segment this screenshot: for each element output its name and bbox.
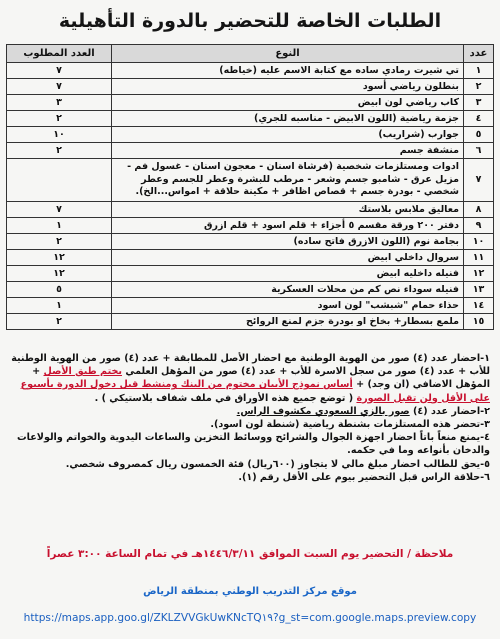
row-item: ادوات ومستلزمات شخصية (فرشاة اسنان - معجون اسنان - غسول فم - مزيل عرق - شامبو جسم وشعر - مرطب للبشرة وعطر للجسم وعطر شخصي - بودرة جسم + قصاص اظافر + مكينة حلاقة + امواس...الخ). xyxy=(112,159,464,202)
row-num: ٣ xyxy=(464,95,494,111)
row-qty: ١ xyxy=(7,297,112,313)
row-qty: ٢ xyxy=(7,111,112,127)
row-item: بجامة نوم (اللون الازرق فاتح ساده) xyxy=(112,233,464,249)
row-num: ١ xyxy=(464,63,494,79)
location-map-link[interactable]: https://maps.app.goo.gl/ZKLZVVGkUwKNcTQ١٩?g_st=com.google.maps.preview.copy xyxy=(23,612,477,624)
row-qty: ١ xyxy=(7,217,112,233)
row-item: دفتر ٢٠٠ ورقة مقسم ٥ أجزاء + قلم اسود + قلم ازرق xyxy=(112,217,464,233)
page-title: الطلبات الخاصة للتحضير بالدورة التأهيلية xyxy=(58,10,442,32)
row-item: بنطلون رياضي أسود xyxy=(112,79,464,95)
row-item: ملمع بسطار+ بخاخ او بودرة جزم لمنع الروائح xyxy=(112,313,464,329)
row-item: جزمة رياضية (اللون الابيض - مناسبه للجري) xyxy=(112,111,464,127)
row-num: ١٤ xyxy=(464,297,494,313)
row-qty: ٧ xyxy=(7,79,112,95)
row-qty xyxy=(7,159,112,202)
row-num: ١٣ xyxy=(464,281,494,297)
row-qty: ٥ xyxy=(7,281,112,297)
instructions-notes xyxy=(10,352,490,484)
table-row xyxy=(7,79,494,95)
header-num: عدد xyxy=(464,45,494,63)
note-1-folder: ( توضع جميع هذه الأوراق في ملف شفاف بلاستيكي ) . xyxy=(94,392,354,404)
row-num: ٤ xyxy=(464,111,494,127)
row-qty: ١٠ xyxy=(7,127,112,143)
note-4: ٤-يمنع منعاً باتاً احضار اجهزة الجوال والشرائح ووسائط التخزين والساعات اليدوية والخواتم والولاعات والدخان بأنواعه وما في حكمه. xyxy=(17,432,490,457)
row-qty: ١٢ xyxy=(7,249,112,265)
row-item: منشفة جسم xyxy=(112,143,464,159)
note-1-bank-form: أساس نموذج الأبيان مختوم من البنك ومنشط قبل دخول الدورة بأسبوع على الأقل ولن تقبل الصورة xyxy=(20,379,490,404)
row-item: جوارب (شراريب) xyxy=(112,127,464,143)
row-num: ٦ xyxy=(464,143,494,159)
row-qty: ٣ xyxy=(7,95,112,111)
row-qty: ٢ xyxy=(7,313,112,329)
row-num: ٢ xyxy=(464,79,494,95)
header-qty: العدد المطلوب xyxy=(7,45,112,63)
table-row xyxy=(7,297,494,313)
note-3: ٣-تحضر هذه المستلزمات بشنطة رياضية (شنطة لون اسود). xyxy=(210,419,490,431)
table-row xyxy=(7,281,494,297)
row-qty: ٢ xyxy=(7,143,112,159)
table-row xyxy=(7,233,494,249)
table-row xyxy=(7,217,494,233)
row-num: ٧ xyxy=(464,159,494,202)
table-row xyxy=(7,159,494,202)
table-row xyxy=(7,265,494,281)
note-2-text: ٢-احضار عدد (٤) xyxy=(413,405,490,417)
attendance-remark: ملاحظة / التحضير يوم السبت الموافق ١٤٤٦/٣/١١هـ في تمام الساعة ٣:٠٠ عصراً xyxy=(46,548,454,560)
table-row xyxy=(7,143,494,159)
note-1-stamp-text: بختم طبق الأصل xyxy=(43,366,123,378)
note-1 xyxy=(10,352,490,405)
row-qty: ٢ xyxy=(7,233,112,249)
row-item: معاليق ملابس بلاستك xyxy=(112,201,464,217)
row-num: ١٠ xyxy=(464,233,494,249)
row-num: ٥ xyxy=(464,127,494,143)
requirements-table xyxy=(6,44,494,330)
row-num: ١٢ xyxy=(464,265,494,281)
row-num: ٨ xyxy=(464,201,494,217)
header-item: النوع xyxy=(112,45,464,63)
note-5: ٥-يحق للطالب احضار مبلغ مالي لا يتجاوز (٦٠٠ريال) فئة الخمسون ريال كمصروف شخصي. xyxy=(65,458,490,470)
note-2 xyxy=(10,405,490,418)
note-1-text: ١-احضار عدد (٤) صور من الهوية الوطنية مع احضار الأصل للمطابقة + عدد (٤) صور من الهوية الوطنية للأب + عدد (٤) صور من سجل الاسرة للأب + عدد (٤) صور من المؤهل العلمي xyxy=(11,353,490,378)
table-row xyxy=(7,313,494,329)
row-item: حذاء حمام "شبشب" لون اسود xyxy=(112,297,464,313)
row-item: تي شيرت رمادي ساده مع كتابة الاسم عليه (خياطه) xyxy=(112,63,464,79)
table-header-row xyxy=(7,45,494,63)
row-qty: ٧ xyxy=(7,201,112,217)
row-item: كاب رياضي لون ابيض xyxy=(112,95,464,111)
table-row xyxy=(7,249,494,265)
row-num: ٩ xyxy=(464,217,494,233)
row-qty: ٧ xyxy=(7,63,112,79)
table-row xyxy=(7,95,494,111)
location-label: موقع مركز التدريب الوطني بمنطقة الرياض xyxy=(143,586,357,597)
table-row xyxy=(7,63,494,79)
row-num: ١٥ xyxy=(464,313,494,329)
row-item: فنيله داخليه ابيض xyxy=(112,265,464,281)
note-6: ٦-حلاقة الراس قبل التحضير بيوم على الأقل رقم (١). xyxy=(238,471,490,483)
note-2-photos: صور بالزي السعودي مكشوف الراس. xyxy=(236,405,410,417)
row-qty: ١٢ xyxy=(7,265,112,281)
row-item: سروال داخلي ابيض xyxy=(112,249,464,265)
note-1-extra: + المؤهل الاضافي (ان وجد) + xyxy=(32,366,490,391)
table-row xyxy=(7,127,494,143)
table-row xyxy=(7,201,494,217)
row-item: فنيله سوداء نص كم من محلات العسكرية xyxy=(112,281,464,297)
table-row xyxy=(7,111,494,127)
row-num: ١١ xyxy=(464,249,494,265)
